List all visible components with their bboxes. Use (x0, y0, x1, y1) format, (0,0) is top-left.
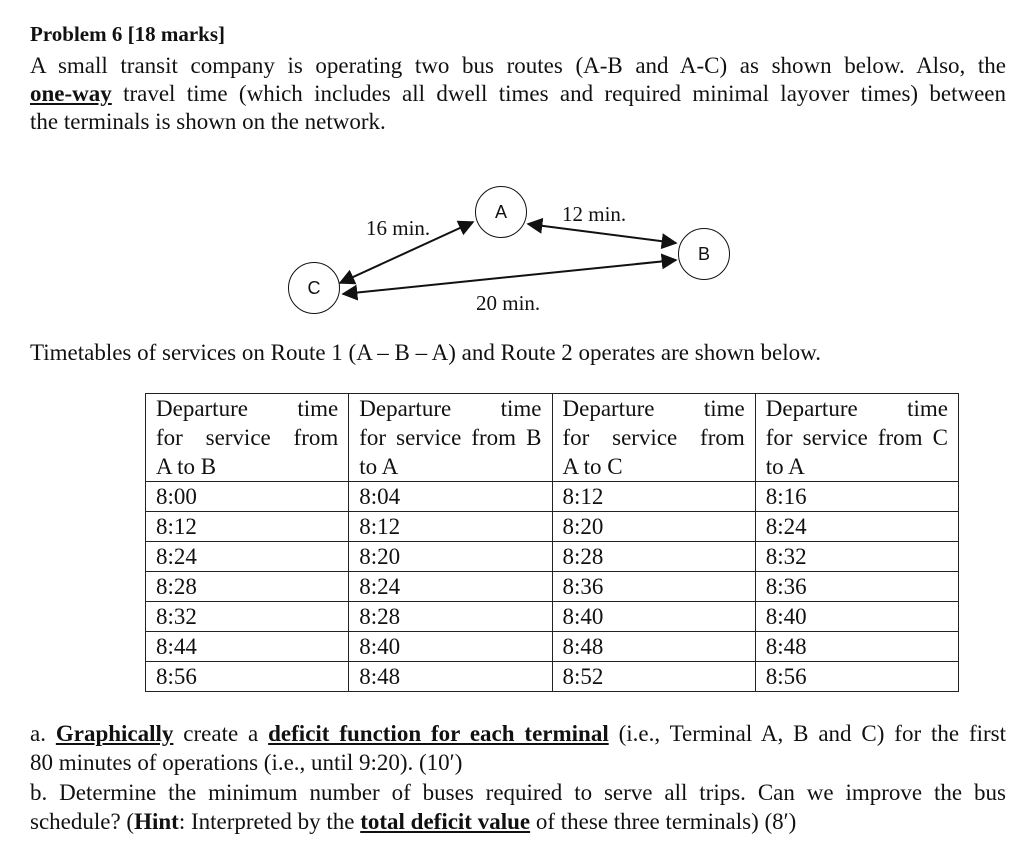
table-row (146, 572, 959, 602)
table-cell: 8:44 (146, 632, 349, 662)
intro-line-3: the terminals is shown on the network. (30, 109, 386, 134)
table-row (146, 632, 959, 662)
edge-label-c-a: 16 min. (366, 216, 431, 240)
table-cell: 8:20 (349, 542, 552, 572)
table-cell: 8:48 (349, 662, 552, 692)
terminal-a-node: A (475, 186, 527, 238)
question-a-line-2: 80 minutes of operations (i.e., until 9:20). (10′) (30, 750, 463, 775)
one-way-emphasis: one-way (30, 81, 112, 106)
intro-line-1: A small transit company is operating two bus routes (A-B and A-C) as shown below. Also, the (30, 53, 1006, 78)
network-diagram (0, 0, 1024, 340)
table-cell: 8:16 (755, 482, 958, 512)
header-b-to-a: Departure time for service from B to A (349, 394, 552, 482)
table-cell: 8:20 (552, 512, 755, 542)
table-cell: 8:28 (349, 602, 552, 632)
table-cell: 8:00 (146, 482, 349, 512)
question-a-line-1: a. Graphically create a deficit function for each terminal (i.e., Terminal A, B and C) for the first (30, 721, 1006, 746)
table-cell: 8:36 (755, 572, 958, 602)
timetable-caption: Timetables of services on Route 1 (A – B – A) and Route 2 operates are shown below. (30, 340, 822, 365)
table-row (146, 542, 959, 572)
table-row (146, 602, 959, 632)
table-cell: 8:40 (755, 602, 958, 632)
terminal-c-node: C (288, 262, 340, 314)
question-b-line-1: b. Determine the minimum number of buses required to serve all trips. Can we improve the bus (30, 780, 1006, 805)
table-cell: 8:24 (146, 542, 349, 572)
total-deficit-emphasis: total deficit value (360, 809, 531, 834)
deficit-function-emphasis: deficit function for each terminal (268, 721, 609, 746)
table-cell: 8:12 (146, 512, 349, 542)
edge-label-a-b: 12 min. (562, 202, 627, 226)
table-cell: 8:24 (755, 512, 958, 542)
graphically-emphasis: Graphically (55, 721, 174, 746)
intro-line-2-rest: travel time (which includes all dwell times and required minimal layover times) between (111, 81, 1006, 106)
hint-label: Hint (134, 809, 179, 834)
terminal-b-node: B (678, 228, 730, 280)
table-cell: 8:04 (349, 482, 552, 512)
header-a-to-c: Departure time for service from A to C (552, 394, 755, 482)
table-cell: 8:32 (755, 542, 958, 572)
table-cell: 8:24 (349, 572, 552, 602)
table-cell: 8:48 (552, 632, 755, 662)
table-row (146, 662, 959, 692)
table-cell: 8:56 (755, 662, 958, 692)
table-cell: 8:48 (755, 632, 958, 662)
table-row (146, 512, 959, 542)
table-cell: 8:56 (146, 662, 349, 692)
header-c-to-a: Departure time for service from C to A (755, 394, 958, 482)
table-cell: 8:36 (552, 572, 755, 602)
table-cell: 8:28 (552, 542, 755, 572)
table-header-row (146, 394, 959, 482)
table-cell: 8:40 (349, 632, 552, 662)
header-a-to-b: Departure time for service from A to B (146, 394, 349, 482)
table-cell: 8:40 (552, 602, 755, 632)
problem-title: Problem 6 [18 marks] (30, 22, 225, 46)
edge-c-b (343, 260, 676, 294)
table-cell: 8:28 (146, 572, 349, 602)
table-cell: 8:32 (146, 602, 349, 632)
question-b-line-2: schedule? (Hint: Interpreted by the total deficit value of these three terminals) (8′) (30, 809, 797, 834)
table-cell: 8:12 (552, 482, 755, 512)
timetable (145, 393, 959, 692)
edge-label-c-b: 20 min. (476, 291, 541, 315)
table-row (146, 482, 959, 512)
table-cell: 8:12 (349, 512, 552, 542)
table-cell: 8:52 (552, 662, 755, 692)
